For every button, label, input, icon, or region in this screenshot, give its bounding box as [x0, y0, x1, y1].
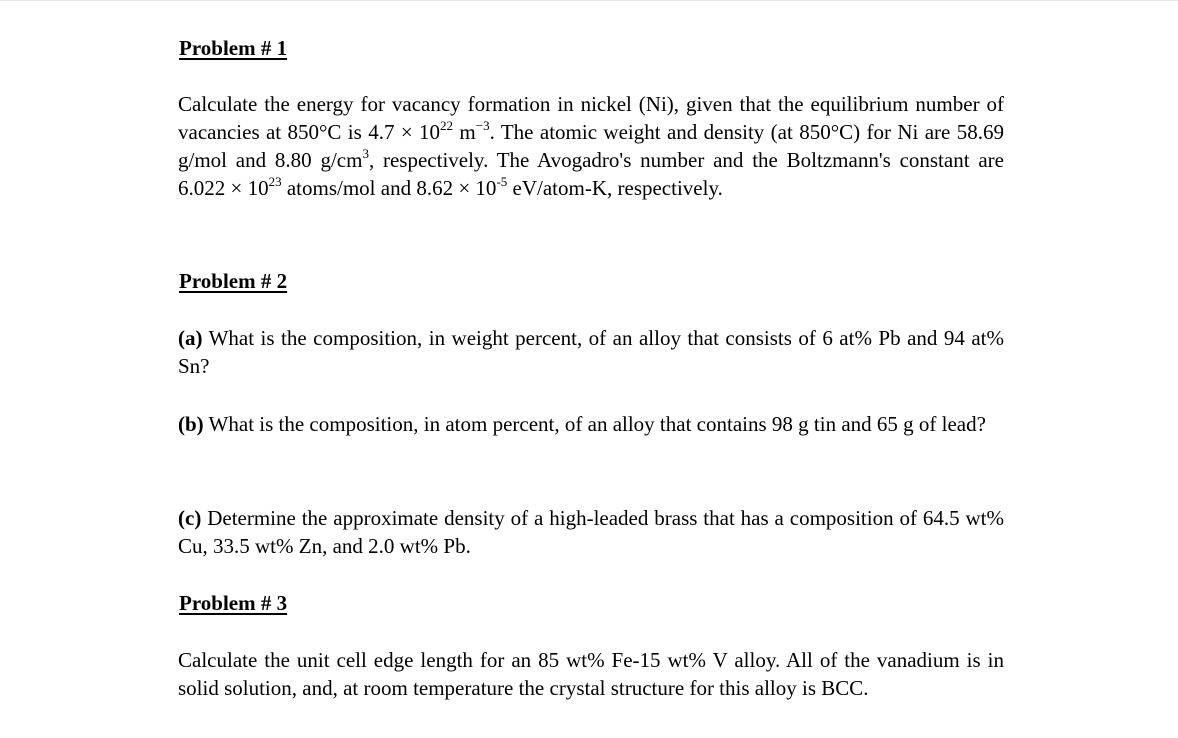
p1-exponent: −3 — [475, 118, 490, 133]
problem-3-text: Calculate the unit cell edge length for an 85 wt% Fe-15 wt% V alloy. All of the vanadium is in solid solution, and, at room temperature the crystal structure for this alloy is BCC. — [178, 648, 1004, 700]
problem-3-heading: Problem # 3 — [179, 591, 288, 615]
part-text: What is the composition, in weight percent, of an alloy that consists of 6 at% Pb and 94 at% Sn? — [178, 326, 1005, 378]
p1-text-segment: Calculate the energy for vacancy formation in nickel (Ni), given that the equilibrium number of vacancies at 850°C is 4.7 × 10 — [178, 92, 1004, 144]
p1-exponent: 22 — [440, 118, 454, 133]
p1-exponent: -5 — [496, 174, 508, 189]
p1-exponent: 3 — [362, 146, 369, 161]
part-text: What is the composition, in atom percent, of an alloy that contains 98 g tin and 65 g of lead? — [208, 412, 986, 436]
p1-text-segment: . The atomic weight and density (at 850°C) for Ni are 58.69 g/mol and 8.80 g/cm — [178, 120, 1004, 172]
part-label: (b) — [178, 412, 204, 436]
top-border-line — [0, 0, 1178, 1]
problem-1-heading: Problem # 1 — [179, 36, 288, 60]
p1-text-segment: , respectively. The Avogadro's number and the Boltzmann's constant are 6.022 × 10 — [178, 148, 1004, 200]
problem-2-heading: Problem # 2 — [179, 269, 288, 293]
part-label: (c) — [178, 506, 202, 530]
p1-text-segment: atoms/mol and 8.62 × 10 — [281, 176, 497, 200]
p1-text-segment: m — [453, 120, 476, 144]
problem-2b-text — [178, 410, 1004, 438]
problem-2a-text — [178, 324, 1004, 380]
p1-text-segment: eV/atom-K, respectively. — [507, 176, 723, 200]
problem-1-text — [178, 90, 1004, 202]
part-text: Determine the approximate density of a high-leaded brass that has a composition of 64.5 wt% Cu, 33.5 wt% Zn, and 2.0 wt% Pb. — [178, 506, 1004, 558]
p1-exponent: 23 — [268, 174, 282, 189]
part-label: (a) — [178, 326, 203, 350]
problem-2c-text — [178, 504, 1004, 560]
